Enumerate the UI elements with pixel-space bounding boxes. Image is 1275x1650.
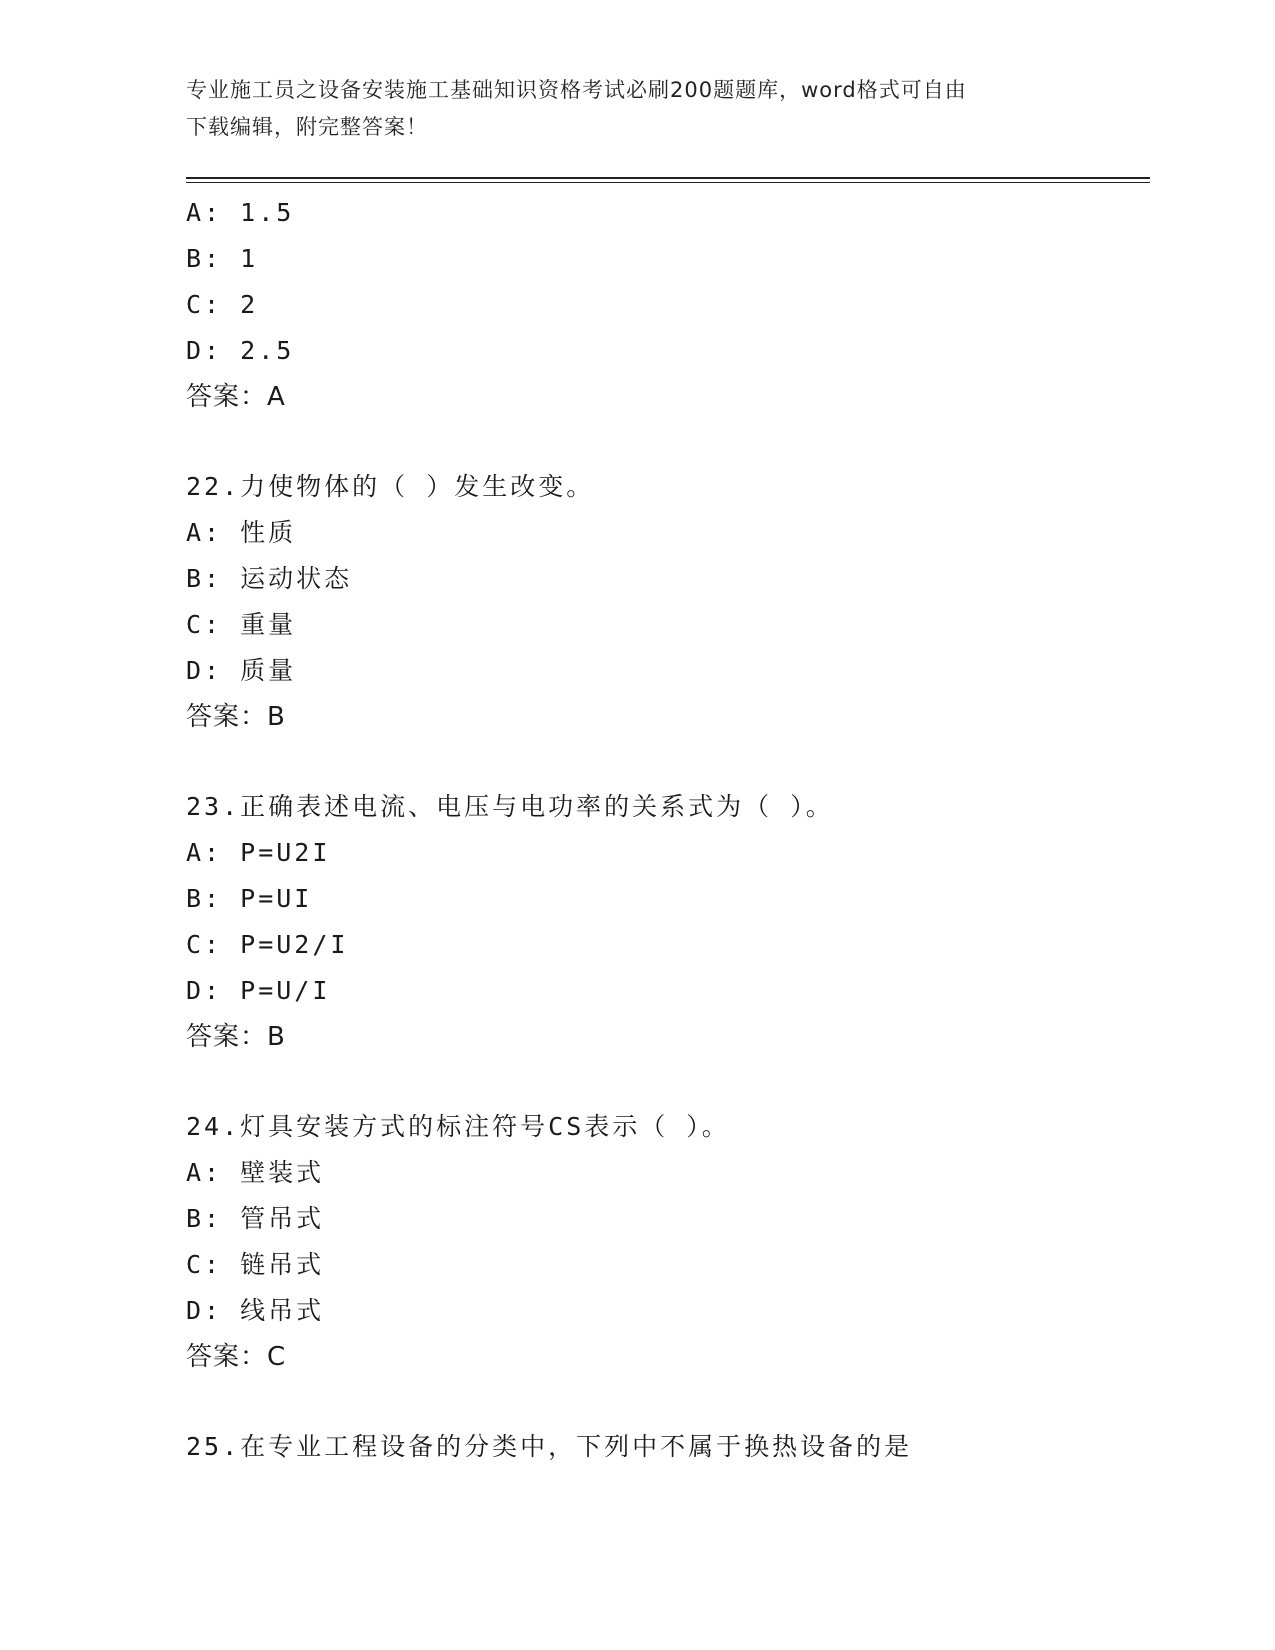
option-d: D: P=U/I [186,976,331,1005]
question-text: 22.力使物体的（ ）发生改变。 [186,472,595,501]
option-c: C: 2 [186,290,259,319]
option-a: A: 性质 [186,518,297,547]
question-text: 25.在专业工程设备的分类中，下列中不属于换热设备的是 [186,1432,913,1461]
question-block-21 [186,190,1150,420]
answer-line: 答案：C [186,1342,287,1372]
question-list [186,190,1150,1470]
answer-line: 答案：B [186,702,286,732]
question-block-25 [186,1424,1150,1470]
header-divider-thick [186,177,1150,179]
spacer [186,420,1150,464]
option-c: C: 重量 [186,610,297,639]
spacer [186,1380,1150,1424]
document-header [186,72,1066,146]
question-text: 23.正确表述电流、电压与电功率的关系式为（ ）。 [186,792,834,821]
option-b: B: P=UI [186,884,313,913]
spacer [186,1060,1150,1104]
option-c: C: 链吊式 [186,1250,325,1279]
spacer [186,740,1150,784]
answer-line: 答案：A [186,382,286,412]
option-c: C: P=U2/I [186,930,349,959]
option-b: B: 运动状态 [186,564,353,593]
option-a: A: 壁装式 [186,1158,325,1187]
option-d: D: 2.5 [186,336,295,365]
question-block-24 [186,1104,1150,1380]
question-block-23 [186,784,1150,1060]
option-d: D: 线吊式 [186,1296,325,1325]
header-line-1: 专业施工员之设备安装施工基础知识资格考试必刷200题题库，word格式可自由 [186,78,967,102]
option-a: A: 1.5 [186,198,295,227]
option-d: D: 质量 [186,656,297,685]
option-b: B: 管吊式 [186,1204,325,1233]
header-divider-thin [186,182,1150,183]
question-text: 24.灯具安装方式的标注符号CS表示（ ）。 [186,1112,730,1141]
option-b: B: 1 [186,244,259,273]
option-a: A: P=U2I [186,838,331,867]
header-line-2: 下载编辑，附完整答案！ [186,115,428,139]
question-block-22 [186,464,1150,740]
answer-line: 答案：B [186,1022,286,1052]
